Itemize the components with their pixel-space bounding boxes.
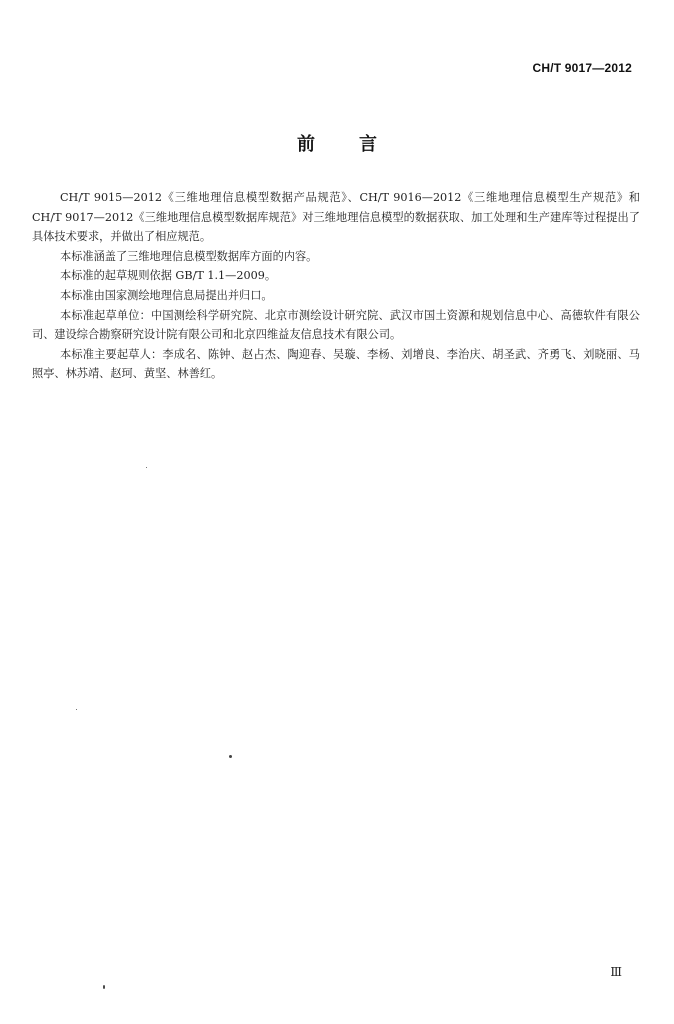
paragraph-related-standards: CH/T 9015—2012《三维地理信息模型数据产品规范》、CH/T 9016—2012《三维地理信息模型生产规范》和 CH/T 9017—2012《三维地理信息模型数据库规范》对三维地理信息模型的数据获取、加工处理和生产建库等过程提出了具体技术要求，并做出了相应规范。: [32, 191, 640, 244]
scan-speck: [103, 985, 105, 989]
paragraph-drafting-rules: 本标准的起草规则依据 GB/T 1.1—2009。: [60, 269, 277, 283]
standard-number: CH/T 9017—2012: [532, 61, 632, 75]
paragraph-proposer: 本标准由国家测绘地理信息局提出并归口。: [60, 288, 273, 302]
scan-speck: [76, 709, 77, 710]
body-text: [32, 188, 640, 384]
scan-speck: [146, 467, 147, 468]
paragraph-drafting-units: 本标准起草单位：中国测绘科学研究院、北京市测绘设计研究院、武汉市国土资源和规划信息中心、高德软件有限公司、建设综合勘察研究设计院有限公司和北京四维益友信息技术有限公司。: [32, 308, 640, 342]
scan-speck: [229, 755, 232, 758]
paragraph-drafters: 本标准主要起草人：李成名、陈钟、赵占杰、陶迎春、吴璇、李杨、刘增良、李治庆、胡圣武、齐勇飞、刘晓丽、马照亭、林苏靖、赵珂、黄坚、林善红。: [32, 347, 640, 381]
paragraph-scope: 本标准涵盖了三维地理信息模型数据库方面的内容。: [60, 249, 318, 263]
page-number: Ⅲ: [610, 965, 622, 979]
page-title: 前言: [297, 134, 421, 155]
